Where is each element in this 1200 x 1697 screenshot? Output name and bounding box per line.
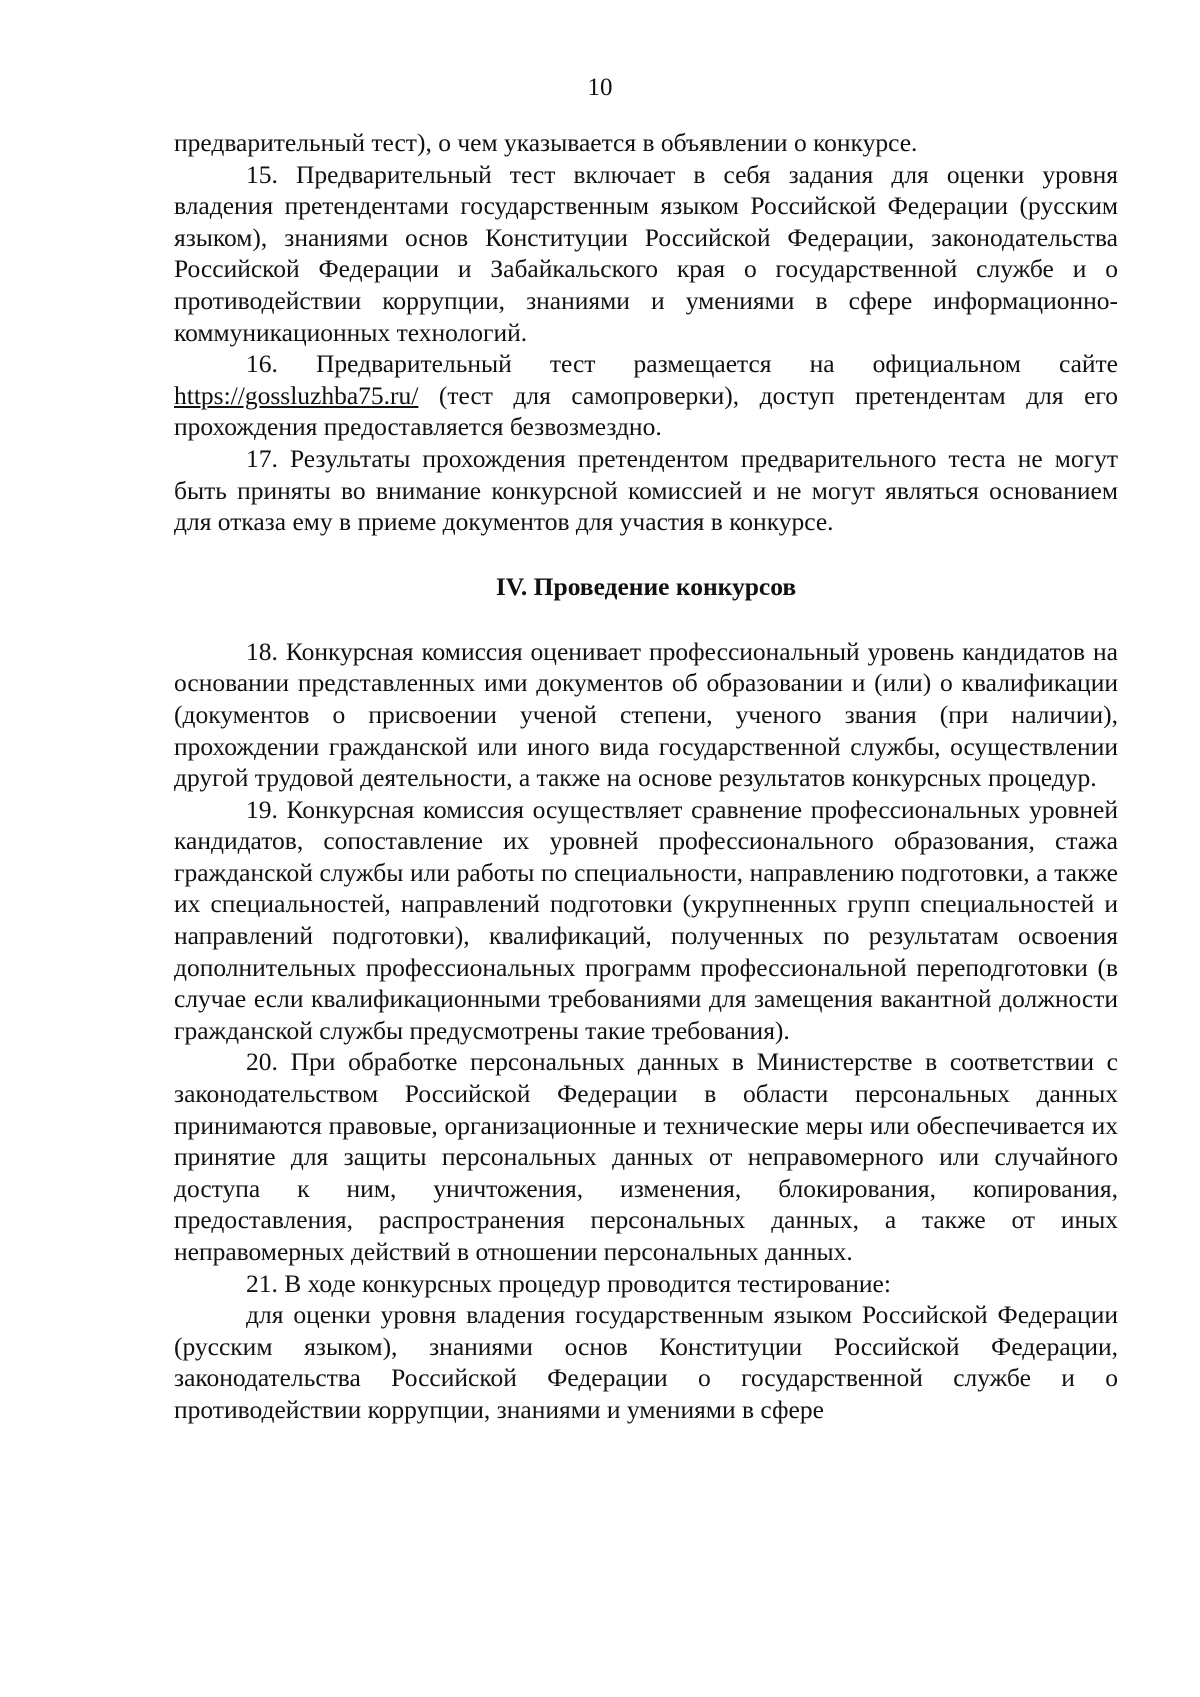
paragraph-19: 19. Конкурсная комиссия осуществляет сравнение профессиональных уровней кандидатов, сопоставление их уровней профессионального образования, стажа гражданской службы или работы по специальности, направлению подготовки, а также их специальностей, направлений подготовки (укрупненных групп специальностей и направлений подготовки), квалификаций, полученных по результатам освоения дополнительных профессиональных программ профессиональной переподготовки (в случае если квалификационными требованиями для замещения вакантной должности гражданской службы предусмотрены такие требования). <box>174 794 1118 1045</box>
paragraph-16-text-after: (тест для самопроверки), доступ претендентам для его прохождения предоставляется безвозмездно. <box>174 380 1118 442</box>
paragraph-16 <box>174 348 1118 443</box>
paragraph-18: 18. Конкурсная комиссия оценивает профессиональный уровень кандидатов на основании представленных ими документов об образовании и (или) о квалификации (документов о присвоении ученой степени, ученого звания (при наличии), прохождении гражданской или иного вида государственной службы, осуществлении другой трудовой деятельности, а также на основе результатов конкурсных процедур. <box>174 636 1118 793</box>
document-body <box>174 127 1118 1426</box>
gossluzhba-site-link[interactable]: https://gossluzhba75.ru/ <box>174 380 419 410</box>
paragraph-21: 21. В ходе конкурсных процедур проводится тестирование: <box>246 1268 891 1298</box>
paragraph-21-item: для оценки уровня владения государственным языком Российской Федерации (русским языком), знаниями основ Конституции Российской Федерации, законодательства Российской Федерации о государственной службе и о противодействии коррупции, знаниями и умениями в сфере <box>174 1300 1118 1424</box>
paragraph-continuation: предварительный тест), о чем указывается в объявлении о конкурсе. <box>174 128 918 157</box>
paragraph-16-text-before: 16. Предварительный тест размещается на официальном сайте <box>246 349 1118 379</box>
paragraph-15: 15. Предварительный тест включает в себя задания для оценки уровня владения претендентами государственным языком Российской Федерации (русским языком), знаниями основ Конституции Российской Федерации, законодательства Российской Федерации и Забайкальского края о государственной службе и о противодействии коррупции, знаниями и умениями в сфере информационно-коммуникационных технологий. <box>174 159 1118 347</box>
paragraph-20: 20. При обработке персональных данных в Министерстве в соответствии с законодательством Российской Федерации в области персональных данных принимаются правовые, организационные и технические меры или обеспечивается их принятие для защиты персональных данных от неправомерного или случайного доступа к ним, уничтожения, изменения, блокирования, копирования, предоставления, распространения персональных данных, а также от иных неправомерных действий в отношении персональных данных. <box>174 1047 1118 1266</box>
page-number: 10 <box>587 74 613 101</box>
paragraph-17: 17. Результаты прохождения претендентом предварительного теста не могут быть приняты во внимание конкурсной комиссией и не могут являться основанием для отказа ему в приеме документов для участия в конкурсе. <box>174 443 1118 537</box>
section-heading: IV. Проведение конкурсов <box>495 571 797 601</box>
